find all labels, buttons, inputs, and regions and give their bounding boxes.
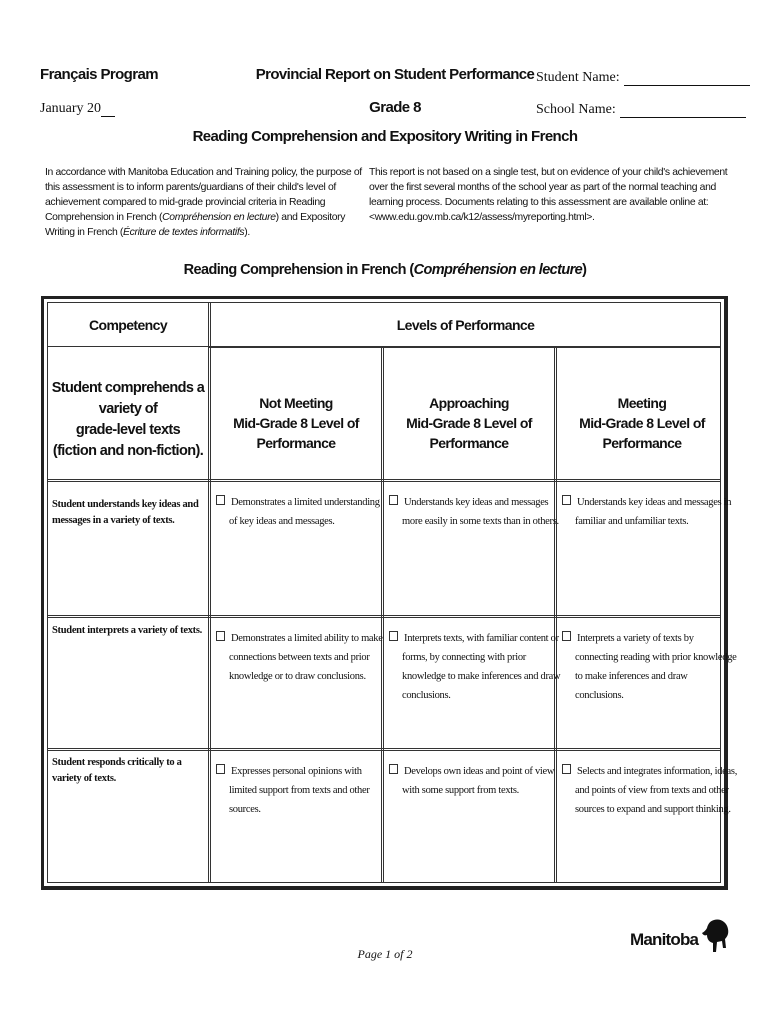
school-name-input[interactable] xyxy=(620,103,746,118)
level-meeting: Meeting Mid-Grade 8 Level of Performance xyxy=(579,395,705,451)
competency-row-label: Student responds critically to a variety of texts. xyxy=(52,757,182,784)
program-title: Français Program xyxy=(40,66,158,83)
rating-checkbox[interactable] xyxy=(216,495,225,505)
rating-checkbox[interactable] xyxy=(389,764,398,774)
intro-purpose: In accordance with Manitoba Education and Training policy, the purpose of this assessment is to inform parents/guardians of their child's level of achievement compared to mid-grade provincial criteria in Reading Comprehension in French (Compréhension en lecture) and Expository Writing in French (Écriture de textes informatifs). xyxy=(45,167,362,238)
student-name-field xyxy=(536,70,750,86)
competency-row-label: Student understands key ideas and messages in a variety of texts. xyxy=(52,499,199,526)
competency-header: Competency xyxy=(88,317,168,333)
table-rule xyxy=(48,479,720,480)
rating-cell: Demonstrates a limited understanding of key ideas and messages. xyxy=(216,493,387,531)
student-name-input[interactable] xyxy=(624,71,750,86)
rating-cell: Understands key ideas and messages in familiar and unfamiliar texts. xyxy=(562,493,737,531)
table-inner xyxy=(47,302,738,883)
competency-main: Student comprehends a variety of grade-level texts (fiction and non-fiction). xyxy=(51,380,205,459)
table-rule xyxy=(48,748,720,749)
report-date xyxy=(40,101,115,117)
competency-row-label: Student interprets a variety of texts. xyxy=(52,625,202,636)
table-rule xyxy=(554,347,555,882)
report-subtitle: Reading Comprehension and Expository Writing in French xyxy=(192,128,578,145)
section-title: Reading Comprehension in French (Compréhension en lecture) xyxy=(183,262,587,278)
rating-checkbox[interactable] xyxy=(216,631,225,641)
date-prefix: January 20 xyxy=(40,101,102,116)
logo-wordmark: Manitoba xyxy=(630,930,699,949)
rating-checkbox[interactable] xyxy=(562,764,571,774)
rating-cell: Expresses personal opinions with limited support from texts and other sources. xyxy=(216,762,387,819)
table-rule xyxy=(48,617,720,618)
rating-checkbox[interactable] xyxy=(389,631,398,641)
intro-evidence: This report is not based on a single test, but on evidence of your child's achievement over the first several months of the school year as part of the normal teaching and learning process. Documents relating to this assessment are available online at: <www.edu.gov.mb.ca/k12/assess/myreporting.html>. xyxy=(369,167,728,223)
school-name-field xyxy=(536,102,746,118)
rating-cell: Interprets texts, with familiar content or forms, by connecting with prior knowledge to make inferences and draw conclusions. xyxy=(389,629,562,705)
table-rule xyxy=(208,347,720,348)
bison-icon xyxy=(700,918,730,956)
levels-header: Levels of Performance xyxy=(396,317,535,333)
table-rule xyxy=(48,481,720,482)
table-rule xyxy=(48,615,720,616)
level-not-meeting: Not Meeting Mid-Grade 8 Level of Performance xyxy=(233,395,359,451)
rating-cell: Interprets a variety of texts by connecting reading with prior knowledge to make inferences and draw conclusions. xyxy=(562,629,737,705)
page-number: Page 1 of 2 xyxy=(357,947,413,961)
report-title: Provincial Report on Student Performance xyxy=(255,66,535,83)
rating-cell: Understands key ideas and messages more easily in some texts than in others. xyxy=(389,493,562,531)
rating-cell: Demonstrates a limited ability to make connections between texts and prior knowledge or to draw conclusions. xyxy=(216,629,387,686)
rating-checkbox[interactable] xyxy=(562,631,571,641)
rating-cell: Selects and integrates information, ideas, and points of view from texts and other sources to expand and support thinking. xyxy=(562,762,737,819)
table-rule xyxy=(208,303,209,882)
school-name-label: School Name: xyxy=(536,102,616,117)
table-rule xyxy=(48,750,720,751)
rating-checkbox[interactable] xyxy=(216,764,225,774)
rating-checkbox[interactable] xyxy=(562,495,571,505)
performance-table xyxy=(41,296,738,890)
level-approaching: Approaching Mid-Grade 8 Level of Performance xyxy=(406,395,532,451)
year-blank[interactable] xyxy=(101,103,115,117)
table-rule xyxy=(210,303,211,882)
manitoba-logo xyxy=(630,918,730,958)
grade-label: Grade 8 xyxy=(369,99,421,116)
rating-checkbox[interactable] xyxy=(389,495,398,505)
rating-cell: Develops own ideas and point of view with some support from texts. xyxy=(389,762,562,800)
student-name-label: Student Name: xyxy=(536,70,620,85)
